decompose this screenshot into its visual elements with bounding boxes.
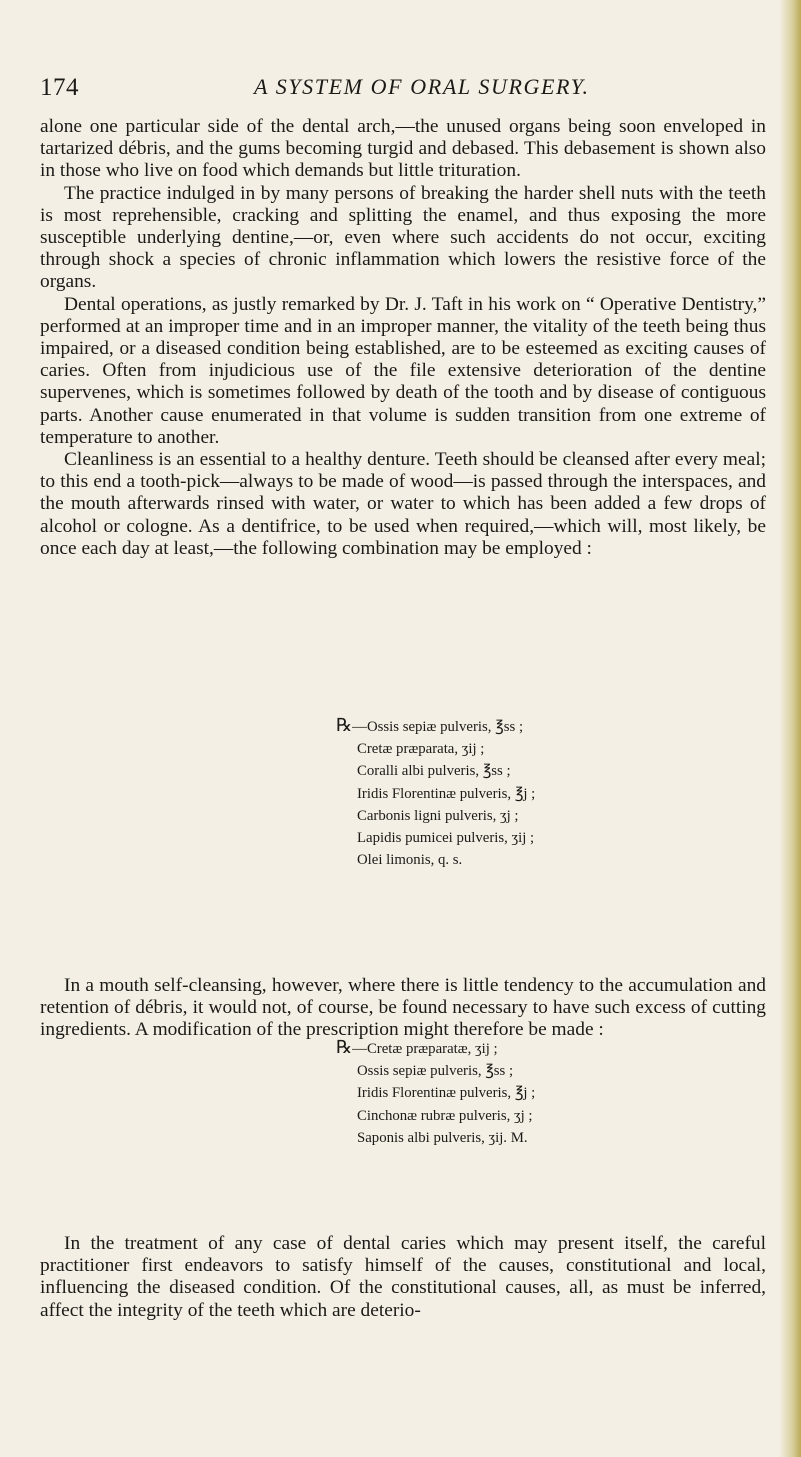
body-text-section-3 [40,1233,766,1322]
paragraph-cleanliness: Cleanliness is an essential to a healthy denture. Teeth should be cleansed after every meal; to this end a tooth-pick—always to be made of wood—is passed through the interspaces, and the mouth afterwards rinsed with water, or water to which has been added a few drops of alcohol or cologne. As a dentifrice, to be used when required,—which will, most likely, be once each day at least,—the following combination may be employed : [40,449,766,559]
recipe-symbol: ℞ [336,715,353,735]
prescription-line: Lapidis pumicei pulveris, ʒij ; [357,830,535,847]
running-title: A SYSTEM OF ORAL SURGERY. [254,74,590,99]
page-number: 174 [40,74,79,101]
page-header [40,74,770,108]
prescription-line: Carbonis ligni pulveris, ʒj ; [357,807,519,824]
prescription-line: Cinchonæ rubræ pulveris, ʒj ; [357,1107,533,1124]
paragraph-self-cleansing: In a mouth self-cleansing, however, where there is little tendency to the accumulation and retention of débris, it would not, of course, be found necessary to have such excess of cutting ingredients. A modification of the prescription might therefore be made : [40,975,766,1041]
ingredient: —Cretæ præparatæ, ʒij ; [352,1041,498,1057]
prescription-dentifrice [336,714,535,871]
paragraph-continued: alone one particular side of the dental arch,—the unused organs being soon enveloped in tartarized débris, and the gums becoming turgid and debased. This debasement is shown also in those who live on food which demands but little trituration. [40,116,766,182]
prescription-line: Cretæ præparata, ʒij ; [357,741,485,758]
paragraph-treatment: In the treatment of any case of dental caries which may present itself, the careful practitioner first endeavors to satisfy himself of the causes, constitutional and local, influencing the diseased condition. Of the constitutional causes, all, as must be inferred, affect the integrity of the teeth which are deterio- [40,1233,766,1321]
prescription-line [336,1036,535,1060]
prescription-line: Ossis sepiæ pulveris, ℥ss ; [357,1063,514,1080]
ingredient: —Ossis sepiæ pulveris, ℥ss ; [352,719,524,735]
prescription-line: Saponis albi pulveris, ʒij. M. [357,1129,528,1146]
prescription-line: Iridis Florentinæ pulveris, ℥j ; [357,1085,536,1102]
paragraph-shell-nuts: The practice indulged in by many persons of breaking the harder shell nuts with the teeth is most reprehensible, cracking and splitting the enamel, and thus exposing the more susceptible underlying dentine,—or, even where such accidents do not occur, exciting through shock a species of chronic inflammation which lowers the resistive force of the organs. [40,182,766,293]
prescription-line: Iridis Florentinæ pulveris, ℥j ; [357,785,536,802]
prescription-modified [336,1036,535,1149]
body-text-section-1 [40,116,766,560]
body-text-section-2 [40,975,766,1042]
prescription-line [336,714,535,738]
prescription-line: Olei limonis, q. s. [357,852,463,869]
recipe-symbol: ℞ [336,1037,353,1057]
page-edge-shading [779,0,801,1457]
prescription-line: Coralli albi pulveris, ℥ss ; [357,763,511,780]
paragraph-dental-operations: Dental operations, as justly remarked by Dr. J. Taft in his work on “ Operative Dentistry,” performed at an improper time and in an improper manner, the vitality of the teeth being thus impaired, or a diseased condition being established, are to be esteemed as exciting causes of caries. Often from injudicious use of the file extensive deterioration of the dentine supervenes, which is sometimes followed by death of the tooth and by disease of contiguous parts. Another cause enumerated in that volume is sudden transition from one extreme of temperature to another. [40,293,766,448]
